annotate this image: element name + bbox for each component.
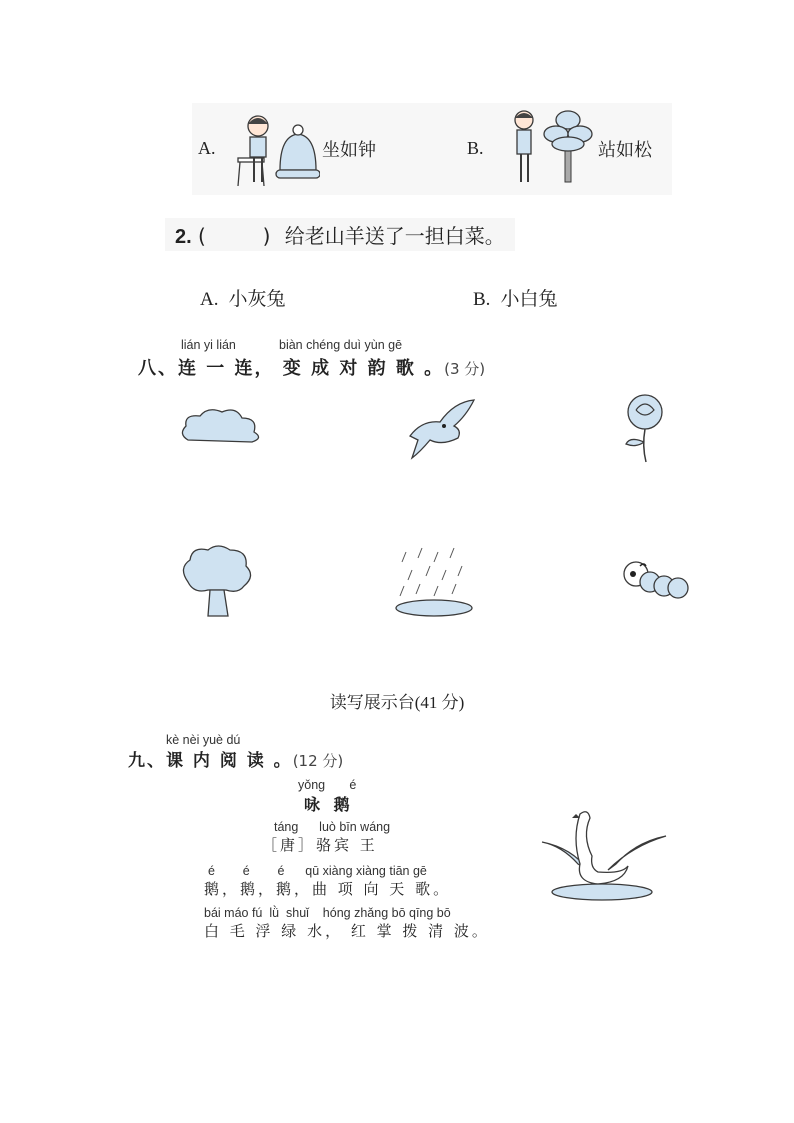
- section-9-title: 九、课 内 阅 读 。: [128, 751, 293, 771]
- pinyin-bianchengduiyunge: biàn chéng duì yùn gē: [279, 338, 403, 352]
- section-8-heading: [138, 354, 485, 380]
- answer-paren-close: ): [262, 224, 271, 248]
- question-2: [165, 218, 515, 251]
- pinyin-keneiyuedu: kè nèi yuè dú: [166, 733, 241, 747]
- girl-standing-pine-icon: [508, 106, 596, 186]
- choice-b[interactable]: [473, 284, 557, 311]
- poem-line-1: 鹅，鹅，鹅，曲 项 向 天 歌。: [204, 880, 452, 898]
- choice-letter: A.: [200, 289, 219, 310]
- poem-line1-pinyin: é é é qū xiàng xiàng tiān gē: [208, 864, 427, 878]
- bird-icon[interactable]: [404, 396, 480, 462]
- option-a-text: 坐如钟: [322, 140, 376, 161]
- goose-icon[interactable]: [532, 806, 672, 906]
- girl-sitting-bell-icon: [234, 110, 320, 190]
- pinyin-lianyilian: lián yi lián: [181, 338, 236, 352]
- section-8-score: (3 分): [444, 360, 486, 378]
- choice-letter: B.: [473, 289, 491, 310]
- poem-line-2: 白 毛 浮 绿 水， 红 掌 拨 清 波。: [204, 922, 490, 940]
- cloud-icon[interactable]: [178, 404, 266, 448]
- poem-author: ［唐］骆宾 王: [262, 836, 378, 854]
- section-9-heading: [128, 746, 343, 771]
- caterpillar-icon[interactable]: [620, 556, 696, 608]
- section-9-score: (12 分): [292, 752, 344, 770]
- poem-author-pinyin: táng luò bīn wáng: [274, 820, 391, 834]
- poem-title: 咏 鹅: [304, 795, 354, 814]
- choice-a[interactable]: [200, 284, 286, 311]
- answer-paren-open: (: [198, 224, 206, 248]
- option-b-letter[interactable]: B.: [467, 138, 484, 158]
- poem-title-pinyin: yǒng é: [298, 778, 357, 792]
- poem-line2-pinyin: bái máo fú lǜ shuǐ hóng zhǎng bō qīng bō: [204, 906, 451, 920]
- question-text: 给老山羊送了一担白菜。: [284, 224, 505, 248]
- choice-text: 小灰兔: [228, 288, 286, 310]
- rain-icon[interactable]: [392, 544, 476, 618]
- option-b-text: 站如松: [598, 140, 652, 161]
- part-title: 读写展示台(41 分): [329, 693, 465, 712]
- section-8-title: 八、连 一 连， 变 成 对 韵 歌 。: [138, 358, 445, 379]
- option-a-letter[interactable]: A.: [198, 138, 216, 158]
- question-number: 2.: [175, 226, 192, 248]
- choice-text: 小白兔: [500, 288, 558, 310]
- rose-icon[interactable]: [620, 390, 670, 464]
- tree-icon[interactable]: [178, 542, 256, 618]
